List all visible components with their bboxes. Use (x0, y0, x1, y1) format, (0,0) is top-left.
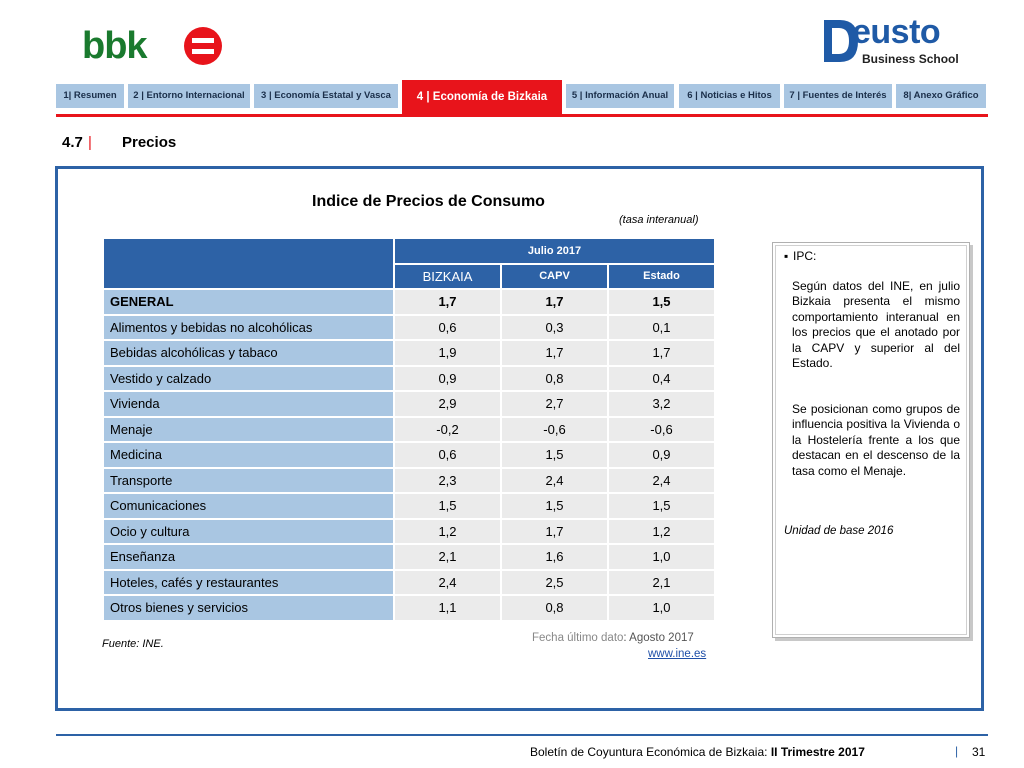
row-value-capv: 1,7 (502, 341, 607, 365)
row-value-capv: 2,4 (502, 469, 607, 493)
row-value-estado: 1,0 (609, 545, 714, 569)
period-header: Julio 2017 (395, 239, 714, 263)
row-value-bizkaia: 0,6 (395, 316, 500, 340)
commentary-paragraph-1: Según datos del INE, en julio Bizkaia presenta el mismo comportamiento interanual en los precios que el anotado por la CAPV y superior al del Estado. (792, 279, 960, 371)
row-value-bizkaia: 1,9 (395, 341, 500, 365)
table-title: Indice de Precios de Consumo (312, 193, 545, 210)
row-value-estado: 1,7 (609, 341, 714, 365)
row-label: Bebidas alcohólicas y tabaco (104, 341, 393, 365)
table-row (104, 290, 714, 314)
tab-anexo-grafico[interactable]: 8| Anexo Gráfico (896, 84, 986, 108)
deusto-logo-word: eusto (852, 13, 941, 51)
table-row (104, 418, 714, 442)
section-title: Precios (122, 134, 177, 151)
table-row (104, 520, 714, 544)
tab-economia-bizkaia[interactable]: 4 | Economía de Bizkaia (402, 80, 562, 114)
row-value-bizkaia: 0,9 (395, 367, 500, 391)
row-value-estado: 3,2 (609, 392, 714, 416)
column-header-capv: CAPV (502, 265, 607, 289)
footer-divider (56, 734, 988, 736)
last-data-date (532, 632, 694, 644)
tab-noticias-hitos[interactable]: 6 | Noticias e Hitos (679, 84, 780, 108)
row-value-estado: 0,9 (609, 443, 714, 467)
row-value-estado: 2,4 (609, 469, 714, 493)
table-row (104, 545, 714, 569)
row-value-bizkaia: 1,2 (395, 520, 500, 544)
row-value-estado: -0,6 (609, 418, 714, 442)
row-value-bizkaia: 2,9 (395, 392, 500, 416)
row-label: Comunicaciones (104, 494, 393, 518)
table-corner-header (104, 239, 393, 288)
page-number: 31 (972, 745, 986, 759)
row-label: Menaje (104, 418, 393, 442)
row-value-estado: 1,2 (609, 520, 714, 544)
table-row (104, 494, 714, 518)
row-value-bizkaia: -0,2 (395, 418, 500, 442)
row-value-capv: 1,7 (502, 290, 607, 314)
row-value-estado: 1,5 (609, 290, 714, 314)
row-label: Hoteles, cafés y restaurantes (104, 571, 393, 595)
row-value-bizkaia: 1,1 (395, 596, 500, 620)
last-data-date-value: : Agosto 2017 (623, 632, 694, 644)
ine-website-link[interactable]: www.ine.es (648, 648, 707, 660)
row-value-capv: 2,7 (502, 392, 607, 416)
tab-resumen[interactable]: 1| Resumen (56, 84, 124, 108)
row-value-estado: 0,4 (609, 367, 714, 391)
footer-title-text: Boletín de Coyuntura Económica de Bizkaia: (530, 745, 771, 759)
row-value-capv: 1,5 (502, 443, 607, 467)
row-label: Transporte (104, 469, 393, 493)
row-label: Alimentos y bebidas no alcohólicas (104, 316, 393, 340)
last-data-date-label: Fecha último dato (532, 632, 624, 644)
row-label: Ocio y cultura (104, 520, 393, 544)
deusto-logo (822, 13, 962, 72)
row-value-bizkaia: 1,7 (395, 290, 500, 314)
ipc-table (102, 237, 716, 622)
row-value-capv: 1,6 (502, 545, 607, 569)
row-value-capv: 1,5 (502, 494, 607, 518)
bullet-icon: ▪ (784, 249, 789, 263)
table-row (104, 571, 714, 595)
commentary-heading: IPC: (793, 249, 817, 263)
table-row (104, 341, 714, 365)
section-number: 4.7 (62, 134, 83, 151)
footer-title (530, 745, 865, 759)
footer-title-period: II Trimestre 2017 (770, 745, 865, 759)
row-value-estado: 2,1 (609, 571, 714, 595)
bbk-logo-mark-icon (182, 26, 224, 66)
tab-economia-estatal-vasca[interactable]: 3 | Economía Estatal y Vasca (254, 84, 398, 108)
table-subtitle: (tasa interanual) (619, 214, 699, 226)
row-label: Vivienda (104, 392, 393, 416)
row-value-bizkaia: 2,1 (395, 545, 500, 569)
base-unit-note: Unidad de base 2016 (784, 525, 894, 537)
row-value-capv: 0,8 (502, 367, 607, 391)
row-value-estado: 1,5 (609, 494, 714, 518)
row-label: GENERAL (104, 290, 393, 314)
row-value-estado: 1,0 (609, 596, 714, 620)
row-value-capv: 0,8 (502, 596, 607, 620)
table-row (104, 316, 714, 340)
source-note: Fuente: INE. (102, 638, 164, 650)
row-label: Medicina (104, 443, 393, 467)
tab-entorno-internacional[interactable]: 2 | Entorno Internacional (128, 84, 250, 108)
row-value-bizkaia: 1,5 (395, 494, 500, 518)
row-value-capv: -0,6 (502, 418, 607, 442)
commentary-paragraph-2: Se posicionan como grupos de influencia positiva la Vivienda o la Hostelería frente a los que destacan en el descenso de la tasa como el Menaje. (792, 402, 960, 478)
row-value-capv: 1,7 (502, 520, 607, 544)
tab-fuentes-interes[interactable]: 7 | Fuentes de Interés (784, 84, 892, 108)
row-value-bizkaia: 0,6 (395, 443, 500, 467)
tab-bar-divider (56, 114, 988, 117)
column-header-estado: Estado (609, 265, 714, 289)
row-label: Enseñanza (104, 545, 393, 569)
tab-informacion-anual[interactable]: 5 | Información Anual (566, 84, 674, 108)
row-value-capv: 0,3 (502, 316, 607, 340)
table-row (104, 443, 714, 467)
deusto-logo-subtitle: Business School (862, 52, 959, 66)
table-body (104, 290, 714, 620)
row-label: Otros bienes y servicios (104, 596, 393, 620)
table-row (104, 596, 714, 620)
table-row (104, 392, 714, 416)
table-row (104, 469, 714, 493)
row-label: Vestido y calzado (104, 367, 393, 391)
column-header-bizkaia: BIZKAIA (395, 265, 500, 289)
footer-separator: | (955, 744, 959, 758)
row-value-bizkaia: 2,3 (395, 469, 500, 493)
row-value-estado: 0,1 (609, 316, 714, 340)
bbk-logo-text: bbk (82, 25, 147, 67)
bbk-logo (82, 22, 227, 70)
row-value-bizkaia: 2,4 (395, 571, 500, 595)
row-value-capv: 2,5 (502, 571, 607, 595)
section-separator: | (88, 134, 92, 151)
table-row (104, 367, 714, 391)
